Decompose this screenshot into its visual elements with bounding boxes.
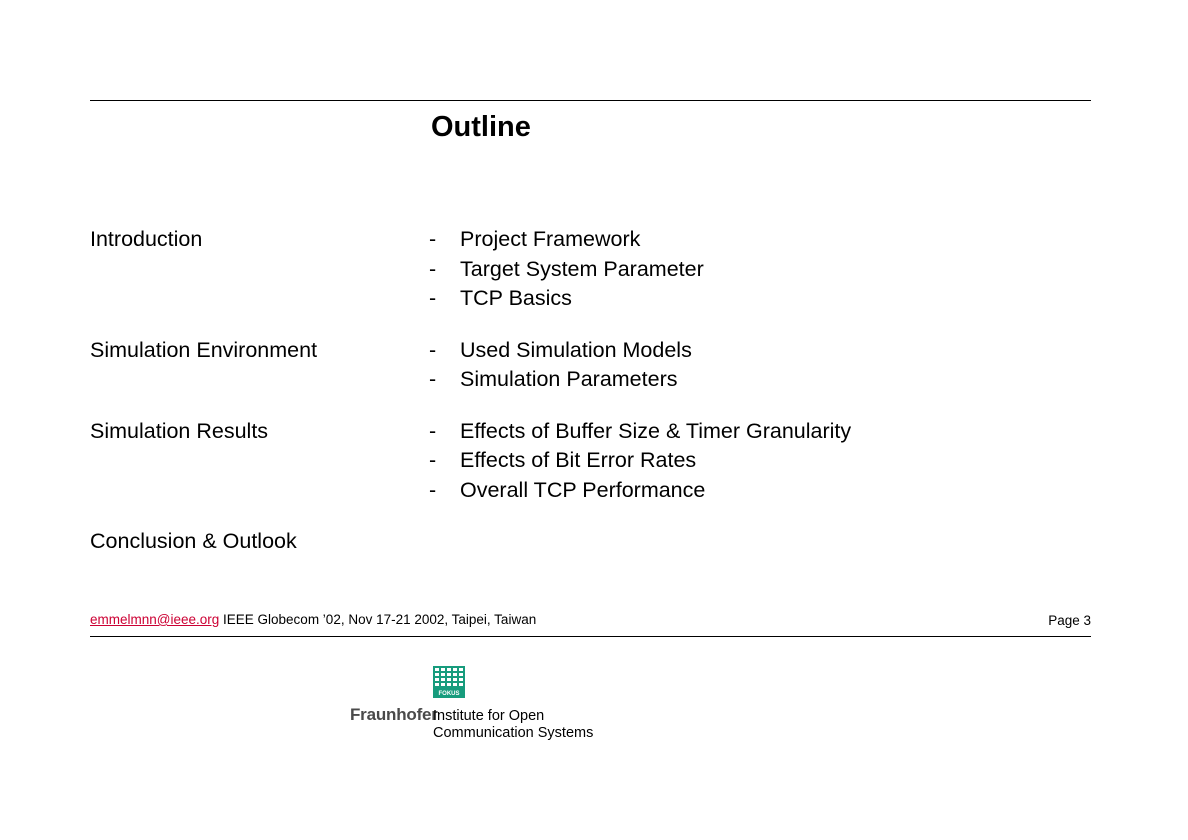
- outline-item: [429, 255, 1090, 285]
- bullet-dash: -: [429, 448, 437, 472]
- bullet-dash: -: [429, 418, 437, 443]
- bullet-dash: -: [429, 227, 437, 251]
- bottom-rule: [90, 636, 1091, 637]
- section-name: Conclusion & Outlook: [90, 529, 297, 553]
- section-items: [429, 336, 1090, 395]
- fraunhofer-brand-name: Fraunhofer: [350, 705, 438, 724]
- outline-item-label: TCP Basics: [460, 286, 572, 310]
- fokus-grid-logo-icon: [433, 666, 465, 698]
- outline-section-simulation-environment: [90, 336, 1090, 395]
- bullet-dash: -: [429, 286, 437, 310]
- outline-section-conclusion: [90, 527, 1090, 557]
- conference-info: IEEE Globecom ’02, Nov 17-21 2002, Taipei, Taiwan: [219, 612, 537, 627]
- outline-item: [429, 446, 1090, 476]
- institute-name-line1: Institute for Open: [433, 708, 545, 724]
- outline-item-label: Target System Parameter: [460, 256, 704, 281]
- footer-citation: [90, 611, 536, 629]
- outline-item: [429, 476, 1090, 506]
- bullet-dash: -: [429, 477, 437, 502]
- bullet-dash: -: [429, 337, 437, 362]
- fraunhofer-fokus-logo: [349, 664, 594, 748]
- top-rule: [90, 100, 1091, 101]
- institute-name: [433, 708, 593, 742]
- page-number: Page 3: [1048, 613, 1091, 628]
- fokus-mark-text: FOKUS: [438, 691, 460, 697]
- outline-item: [429, 365, 1090, 395]
- outline-item-label: Effects of Bit Error Rates: [460, 448, 697, 472]
- section-name: Simulation Results: [90, 418, 269, 443]
- section-items: [429, 417, 1090, 506]
- slide-title: Outline: [431, 111, 531, 143]
- outline-item: [429, 284, 1090, 314]
- outline-item: [429, 336, 1090, 366]
- bullet-dash: -: [429, 367, 437, 391]
- outline-item: [429, 417, 1090, 447]
- section-items: [429, 225, 1090, 314]
- outline-item-label: Project Framework: [460, 227, 641, 251]
- outline-item-label: Effects of Buffer Size & Timer Granularity: [460, 418, 852, 443]
- outline-section-introduction: [90, 225, 1090, 314]
- bullet-dash: -: [429, 256, 437, 281]
- institute-name-line2: Communication Systems: [433, 725, 594, 741]
- outline-item-label: Simulation Parameters: [460, 367, 678, 391]
- section-name: Introduction: [90, 227, 203, 251]
- outline-item: [429, 225, 1090, 255]
- outline-item-label: Used Simulation Models: [460, 337, 692, 362]
- outline-item-label: Overall TCP Performance: [460, 477, 706, 502]
- section-name: Simulation Environment: [90, 337, 318, 362]
- outline-list: [90, 225, 1090, 579]
- author-email-link[interactable]: emmelmnn@ieee.org: [90, 612, 220, 627]
- outline-section-simulation-results: [90, 417, 1090, 506]
